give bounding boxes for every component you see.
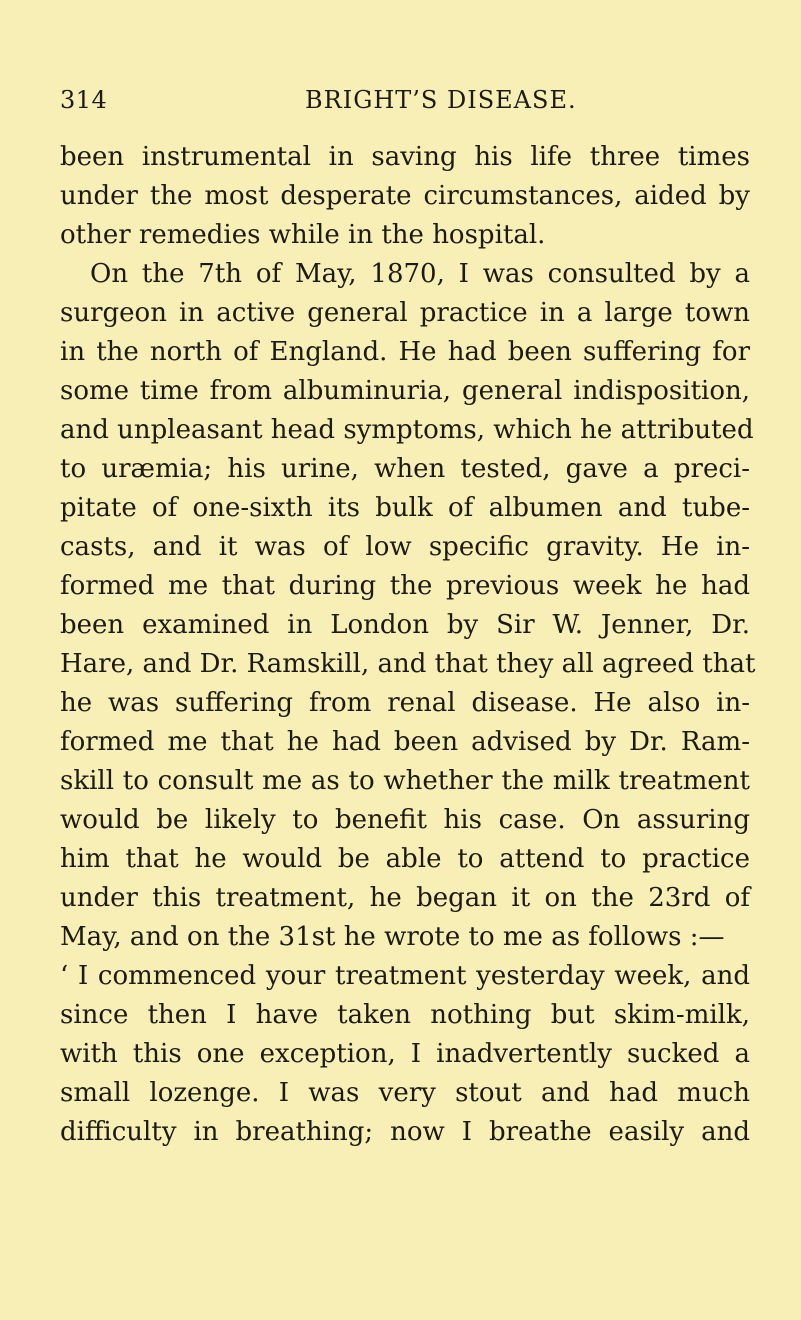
text-line: other remedies while in the hospital. xyxy=(60,220,546,250)
text-line: Hare, and Dr. Ramskill, and that they all agreed that xyxy=(60,649,756,679)
page-number: 314 xyxy=(60,86,108,114)
text-line: small lozenge. I was very stout and had much xyxy=(60,1078,750,1108)
text-line: to uræmia; his urine, when tested, gave a preci- xyxy=(60,454,750,484)
text-line: and unpleasant head symptoms, which he attributed xyxy=(60,415,754,445)
text-line: casts, and it was of low specific gravity. He in- xyxy=(60,532,750,562)
text-line: been examined in London by Sir W. Jenner, Dr. xyxy=(60,610,750,640)
text-line: been instrumental in saving his life three times xyxy=(60,142,750,172)
text-line: him that he would be able to attend to practice xyxy=(60,844,750,874)
text-line: under the most desperate circumstances, aided by xyxy=(60,181,750,211)
text-line: formed me that during the previous week he had xyxy=(60,571,750,601)
text-line: On the 7th of May, 1870, I was consulted by a xyxy=(90,259,750,289)
text-line: skill to consult me as to whether the milk treatment xyxy=(60,766,750,796)
body-text xyxy=(60,138,756,1152)
text-line: with this one exception, I inadvertently sucked a xyxy=(60,1039,750,1069)
text-line: since then I have taken nothing but skim-milk, xyxy=(60,1000,750,1030)
text-line: he was suffering from renal disease. He also in- xyxy=(60,688,750,718)
page-header xyxy=(60,86,760,122)
text-line: formed me that he had been advised by Dr. Ram- xyxy=(60,727,750,757)
text-line: surgeon in active general practice in a large town xyxy=(60,298,750,328)
text-line: pitate of one-sixth its bulk of albumen and tube- xyxy=(60,493,750,523)
running-title: BRIGHT’S DISEASE. xyxy=(305,86,577,114)
text-line: in the north of England. He had been suffering for xyxy=(60,337,750,367)
text-line: some time from albuminuria, general indisposition, xyxy=(60,376,750,406)
text-line: difficulty in breathing; now I breathe easily and xyxy=(60,1117,750,1147)
text-line: would be likely to benefit his case. On assuring xyxy=(60,805,750,835)
text-line: ‘ I commenced your treatment yesterday week, and xyxy=(60,961,750,991)
text-line: May, and on the 31st he wrote to me as follows :— xyxy=(60,922,725,952)
text-line: under this treatment, he began it on the 23rd of xyxy=(60,883,750,913)
